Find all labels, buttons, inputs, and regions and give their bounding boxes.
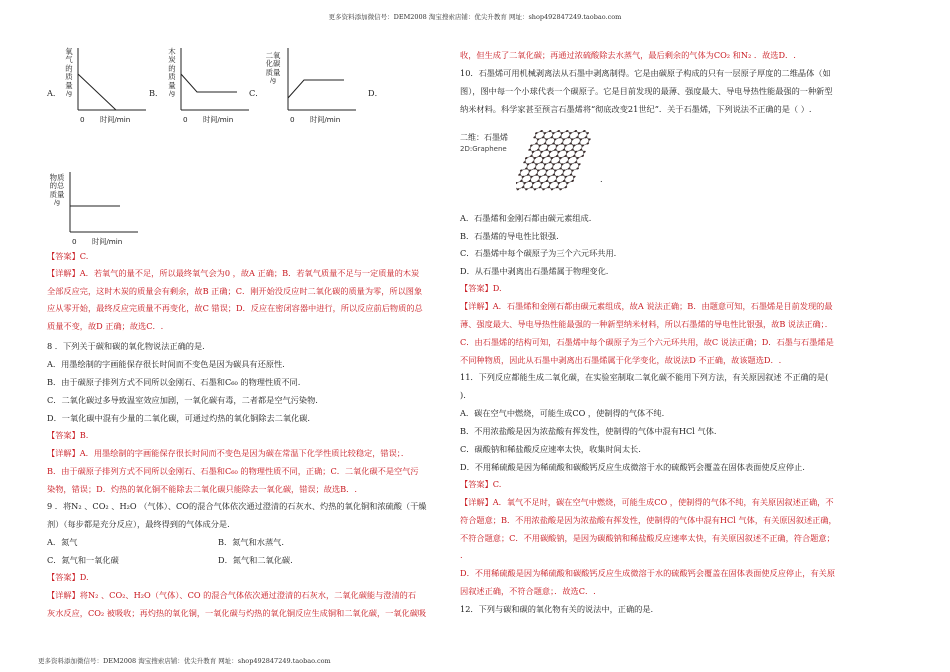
graphene-atom (520, 170, 523, 172)
graphene-atom (530, 145, 533, 147)
question-10-option-d: D．从石墨中剥离出石墨烯属于物理变化. (460, 266, 609, 276)
explanation-11-line-3: 不符合题意；C．不用碳酸钠，是因为碳酸钠和稀盐酸反应速率太快，有关原因叙述不正确，符合题意； (460, 533, 835, 543)
answer-10: 【答案】D. (460, 283, 502, 293)
graph-c-origin: 0 (290, 115, 295, 124)
question-10-option-c: C．石墨烯中每个碳原子为三个六元环共用. (460, 248, 617, 258)
question-8-option-a: A．用墨绘制的字画能保存很长时间而不变色是因为碳具有还原性. (47, 359, 285, 369)
explanation-11-line-5: D．不用稀硫酸是因为稀硫酸和碳酸钙反应生成微溶于水的硫酸钙会覆盖在固体表面使反应停止，有关原 (460, 568, 836, 578)
graph-d-origin: 0 (72, 237, 77, 246)
question-8-option-b: B．由于碳原子排列方式不同所以金刚石、石墨和C₆₀ 的物理性质不同. (47, 377, 301, 387)
graphene-atom (571, 180, 574, 182)
graph-c-line (288, 80, 344, 98)
graphene-atom (525, 157, 528, 159)
option-b-letter: B． (149, 88, 164, 98)
question-9-line-2: 剂）（每步都是充分反应），最终得到的气体成分是. (47, 519, 230, 529)
figure-subtitle: 2D:Graphene (460, 145, 507, 153)
explanation-11-line-1: 【详解】A．氧气不足时，碳在空气中燃烧，可能生成CO ，使制得的气体不纯，有关原因叙述正确，不 (460, 497, 834, 507)
figure-dot: . (600, 174, 603, 184)
graph-d (64, 168, 144, 248)
page-footer: 更多资料添加微信号：DEM2008 淘宝搜索店铺：优尖升教育 网址：shop492847249.taobao.com (38, 657, 331, 665)
question-10-line-2: 图），图中每一个小球代表一个碳原子。它是目前发现的最薄、强度最大、导电导热性能最强的一种新型 (460, 86, 833, 96)
question-9-line-1: 9 ．将N₂ 、CO₂ 、H₂O （气体）、CO的混合气体依次通过澄清的石灰水、灼热的氧化铜和浓硫酸（干燥 (47, 501, 427, 511)
graphene-lattice-image (516, 126, 604, 198)
graph-b (175, 44, 255, 126)
graph-a-origin: 0 (80, 115, 85, 124)
graph-b-origin: 0 (183, 115, 188, 124)
question-11-option-a: A．碳在空气中燃烧，可能生成CO ，使制得的气体不纯. (460, 408, 665, 418)
question-8-option-c: C．二氧化碳过多导致温室效应加剧，一氧化碳有毒，二者都是空气污染物. (47, 395, 318, 405)
graph-b-xlabel: 时间/min (203, 115, 234, 124)
explanation-9-line-1: 【详解】将N₂ 、CO₂、H₂O（气体）、CO 的混合气体依次通过澄清的石灰水，二氧化碳能与澄清的石 (47, 590, 417, 600)
figure-title: 二维：石墨烯 (460, 133, 508, 142)
explanation-8-line-3: 染物，错误；D．灼热的氧化铜不能除去二氧化碳只能除去一氧化碳，错误；故选B．. (47, 484, 357, 494)
question-9-option-b: B．氮气和水蒸气. (218, 537, 284, 547)
graph-c-xlabel: 时间/min (310, 115, 341, 124)
explanation-10-line-1: 【详解】A．石墨烯和金刚石都由碳元素组成，故A 说法正确；B．由题意可知，石墨烯是目前发现的最 (460, 301, 833, 311)
explanation-11-line-6: 因叙述正确，不符合题意；．故选C．. (460, 586, 596, 596)
explanation-7-line-2: 全部反应完，这时木炭的质量会有剩余，故B 正确；C．刚开始没反应时二氧化碳的质量为零，所以图象 (47, 286, 423, 296)
graphene-atom (581, 155, 584, 157)
question-12: 12．下列与碳和碳的氧化物有关的说法中，正确的是. (460, 604, 654, 614)
question-11-line-2: ). (460, 390, 466, 400)
graphene-atom (535, 132, 538, 134)
graph-c (282, 44, 362, 126)
answer-11: 【答案】C. (460, 479, 502, 489)
page-header: 更多资料添加微信号：DEM2008 淘宝搜索店铺：优尖升教育 网址：shop492847249.taobao.com (328, 13, 622, 21)
option-d-letter: D． (368, 88, 383, 98)
answer-7: 【答案】C. (47, 251, 89, 261)
question-9-option-c: C．氮气和一氧化碳 (47, 555, 119, 565)
explanation-7-line-4: 质量不变，故D 正确；故选C．. (47, 321, 164, 331)
answer-9: 【答案】D. (47, 572, 89, 582)
graph-a (72, 44, 152, 126)
explanation-10-line-3: C．由石墨烯的结构可知，石墨烯中每个碳原子为三个六元环共用，故C 说法正确；D．石墨与石墨烯是 (460, 337, 834, 347)
graphene-atom (576, 167, 579, 169)
graph-d-ylabel: 物质 的总 质量 /g (49, 173, 65, 207)
question-10-option-b: B．石墨烯的导电性比银强. (460, 231, 559, 241)
question-11-line-1: 11．下列反应都能生成二氧化碳，在实验室制取二氧化碳不能用下列方法，有关原因叙述 不正确的是( (460, 372, 829, 382)
explanation-8-line-1: 【详解】A．用墨绘制的字画能保存很长时间而不变色是因为碳在常温下化学性质比较稳定，错误；． (47, 448, 410, 458)
graph-a-ylabel: 氧 气 的 质 量 /g (65, 47, 73, 98)
explanation-7-line-1: 【详解】A．若氧气的量不足，所以最终氧气会为0 ，故A 正确；B．若氧气质量不足与一定质量的木炭 (47, 268, 420, 278)
graph-b-line (181, 74, 237, 92)
question-11-option-b: B．不用浓盐酸是因为浓盐酸有挥发性，使制得的气体中混有HCl 气体. (460, 426, 717, 436)
question-8: 8 ．下列关于碳和碳的氧化物说法正确的是. (47, 341, 205, 351)
question-11-option-d: D．不用稀硫酸是因为稀硫酸和碳酸钙反应生成微溶于水的硫酸钙会覆盖在固体表面使反应停止. (460, 462, 805, 472)
question-9-option-d: D．氮气和二氧化碳. (218, 555, 293, 565)
explanation-7-line-3: 应从零开始，最终反应完质量不再变化，故C 错误；D．反应在密闭容器中进行，所以反应前后物质的总 (47, 303, 423, 313)
option-a-letter: A． (47, 88, 62, 98)
graph-a-line (78, 74, 116, 110)
explanation-11-line-4: . (460, 550, 463, 560)
graph-d-xlabel: 时间/min (92, 237, 123, 246)
question-10-option-a: A．石墨烯和金刚石都由碳元素组成. (460, 213, 592, 223)
graph-a-xlabel: 时间/min (100, 115, 131, 124)
question-8-option-d: D．一氧化碳中混有少量的二氧化碳，可通过灼热的氧化铜除去二氧化碳. (47, 413, 310, 423)
explanation-10-line-4: 不同种物质，因此从石墨中剥离出石墨烯属于化学变化，故说法D 不正确，故该题选D．. (460, 355, 782, 365)
question-10-line-3: 纳米材料。科学家甚至预言石墨烯将“彻底改变21世纪”．关于石墨烯，下列说法不正确的是（ ）. (460, 104, 812, 114)
explanation-10-line-2: 薄、强度最大、导电导热性能最强的一种新型纳米材料，所以石墨烯的导电性比银强，故B 说法正确；． (460, 319, 833, 329)
explanation-8-line-2: B．由于碳原子排列方式不同所以金刚石、石墨和C₆₀ 的物理性质不同，正确；C．二氧化碳不是空气污 (47, 466, 419, 476)
answer-8: 【答案】B. (47, 430, 89, 440)
question-10-line-1: 10．石墨烯可用机械剥离法从石墨中剥离制得。它是由碳原子构成的只有一层原子厚度的二维晶体（如 (460, 68, 831, 78)
question-11-option-c: C．碳酸钠和稀盐酸反应速率太快，收集时间太长. (460, 444, 641, 454)
option-c-letter: C． (249, 88, 264, 98)
graph-c-ylabel: 二氧 化碳 质量 /g (265, 51, 281, 85)
question-9-option-a: A．氮气 (47, 537, 78, 547)
explanation-9-line-2: 灰水反应，CO₂ 被吸收；再灼热的氧化铜，一氧化碳与灼热的氧化铜反应生成铜和二氧化碳，一氧化碳吸 (47, 608, 427, 618)
graphene-atom (586, 142, 589, 144)
graphene-atom (564, 186, 567, 188)
explanation-11-line-2: 符合题意；B．不用浓盐酸是因为浓盐酸有挥发性，使制得的气体中混有HCl 气体，有关原因叙述正确， (460, 515, 837, 525)
explanation-9-continued: 收，但生成了二氧化碳；再通过浓硫酸除去水蒸气，最后剩余的气体为CO₂ 和N₂ ．故选D．. (460, 50, 796, 60)
graph-b-ylabel: 木 炭 的 质 量 /g (168, 47, 176, 98)
